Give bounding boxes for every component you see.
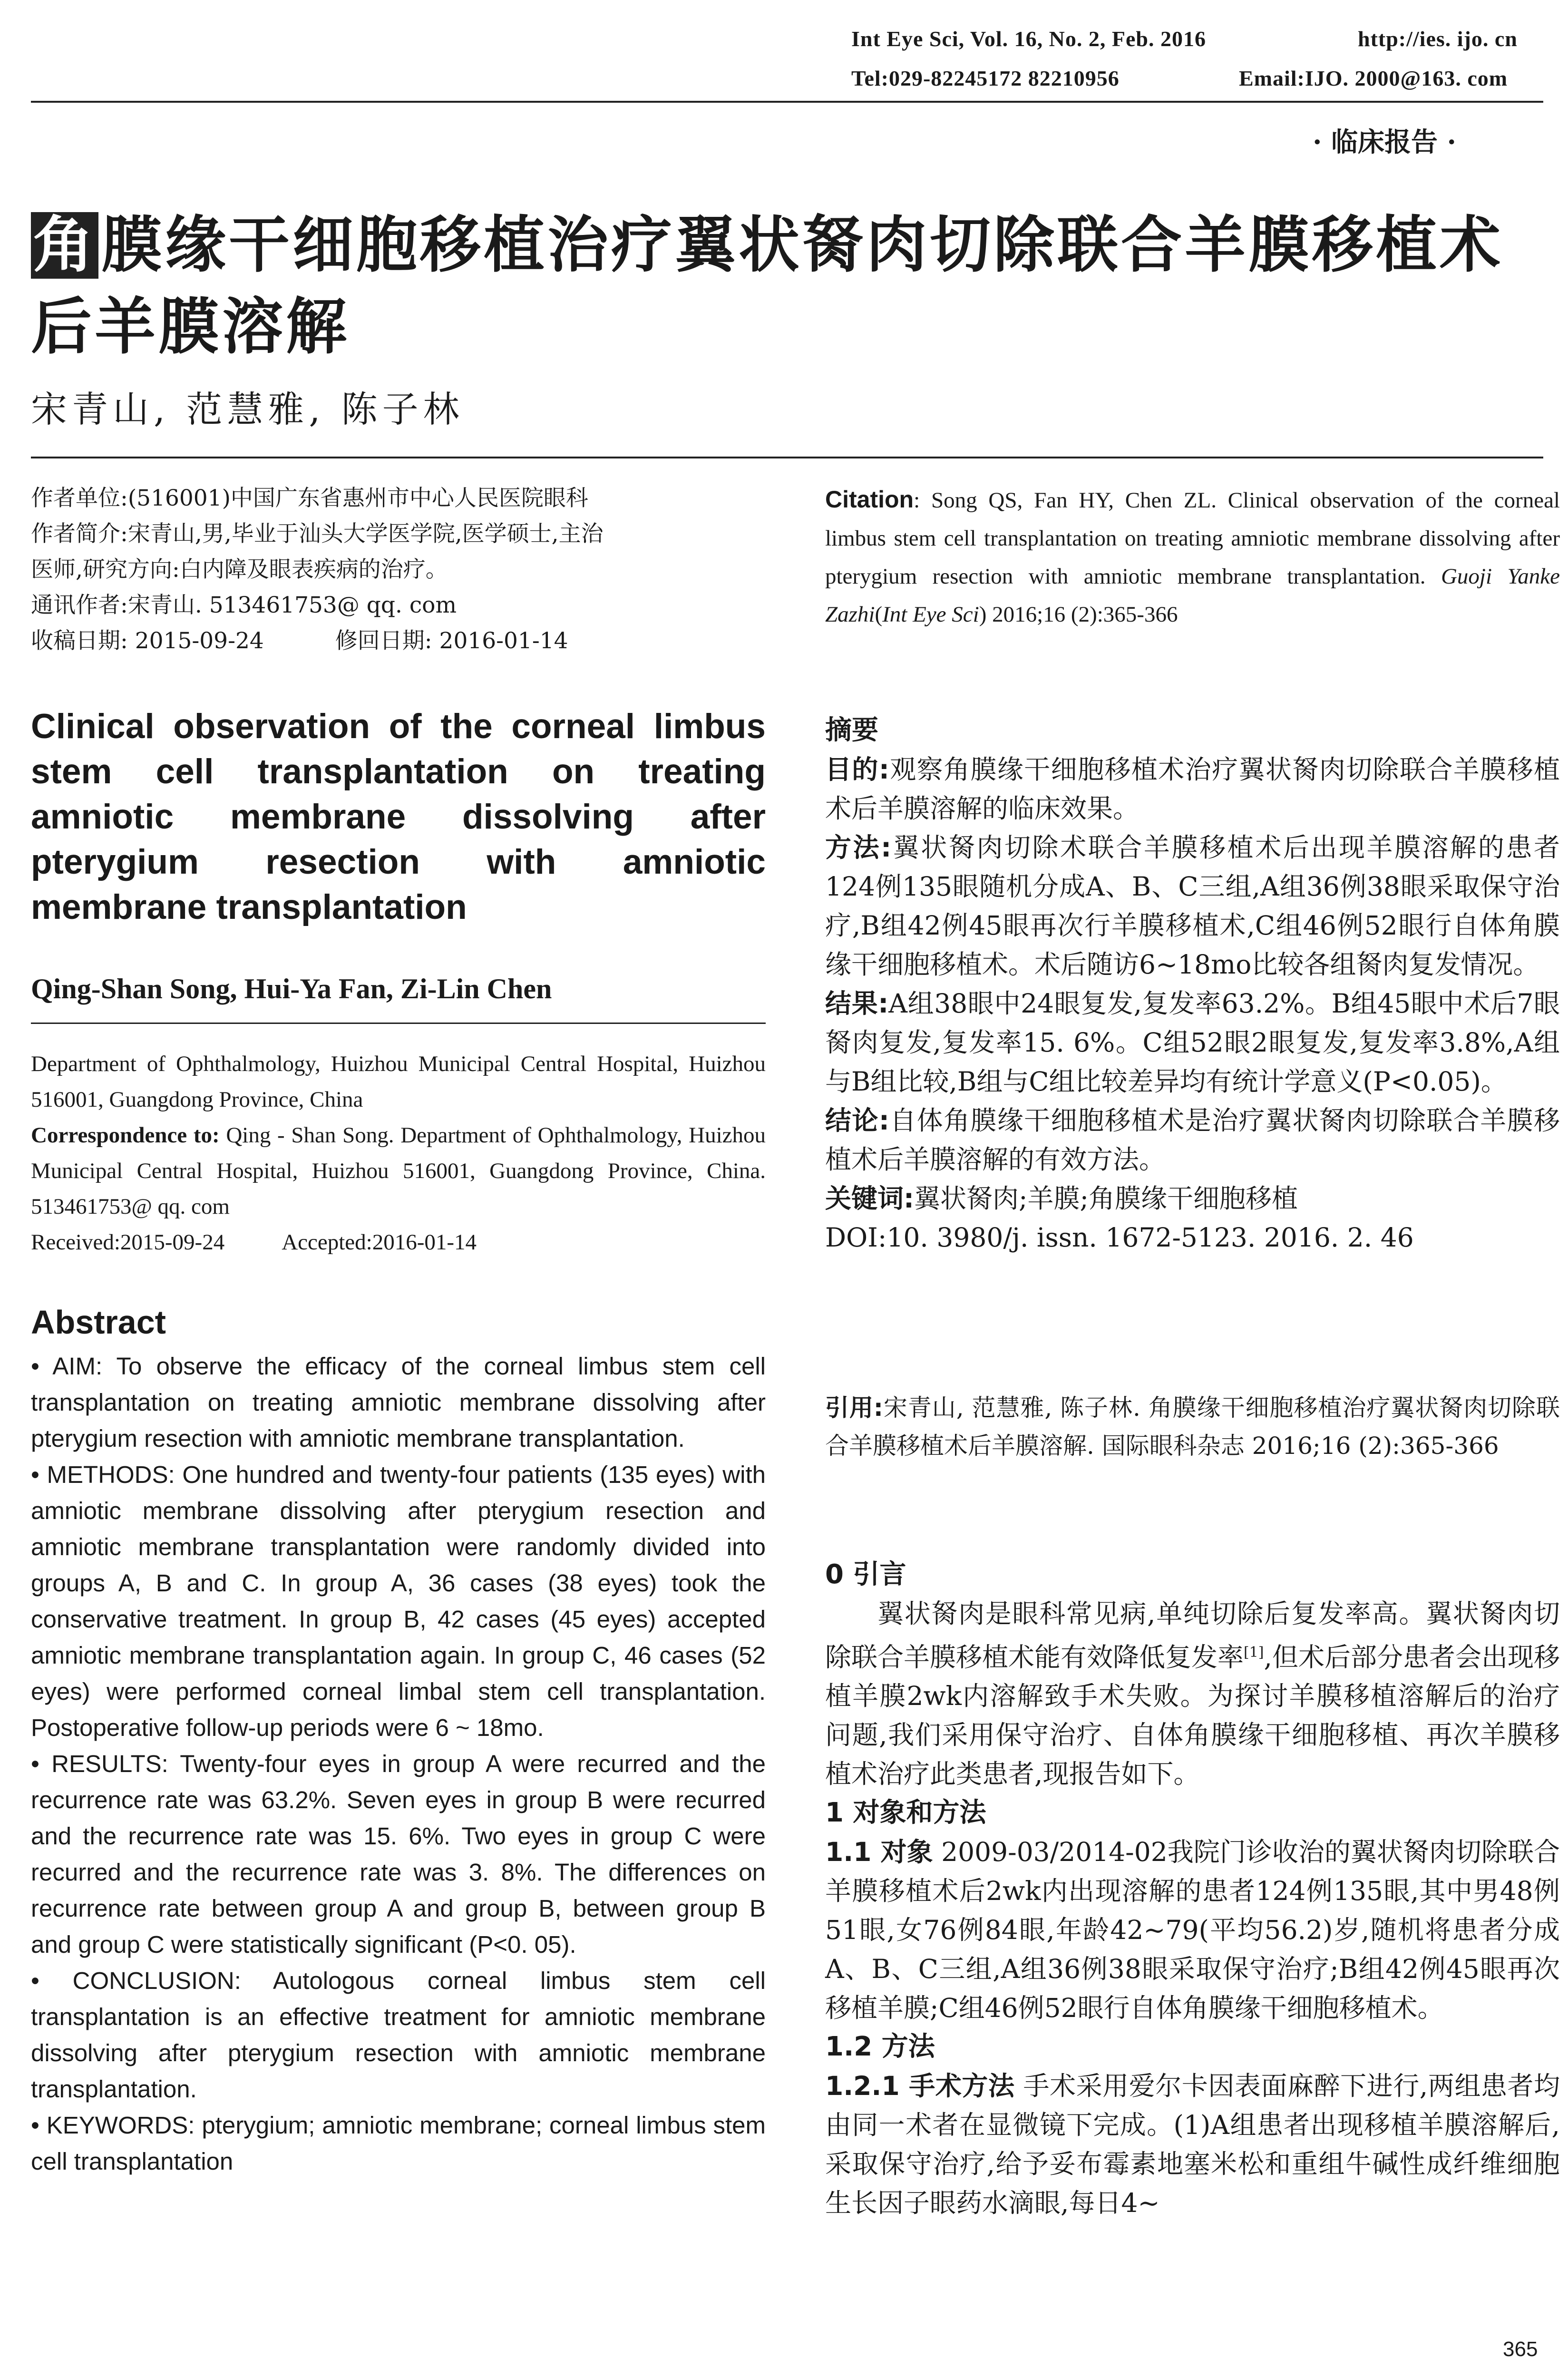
methods-text-cn: 翼状胬肉切除术联合羊膜移植术后出现羊膜溶解的患者124例135眼随机分成A、B、C三组,A组36例38眼采取保守治疗,B组42例45眼再次行羊膜移植术,C组46例52眼行自体角膜缘干细胞移植术。术后随访6~18mo比较各组胬肉复发情况。 bbox=[825, 832, 1560, 980]
methods-label-cn: 方法: bbox=[825, 832, 892, 863]
citation-journal-en: Int Eye Sci bbox=[882, 602, 979, 627]
abstract-cn-heading: 摘要 bbox=[825, 715, 878, 746]
accepted-date-en: Accepted:2016-01-14 bbox=[282, 1230, 477, 1255]
title-rule bbox=[31, 457, 1543, 458]
section-1-1-text: 2009-03/2014-02我院门诊收治的翼状胬肉切除联合羊膜移植术后2wk内出现溶解的患者124例135眼,其中男48例51眼,女76例84眼,年龄42~79(平均56.2)岁,随机将患者分成A、B、C三组,A组36例38眼采取保守治疗;B组42例45眼再次移植羊膜;C组46例52眼行自体角膜缘干细胞移植术。 bbox=[825, 1837, 1560, 2024]
conclusion-text-cn: 自体角膜缘干细胞移植术是治疗翼状胬肉切除联合羊膜移植术后羊膜溶解的有效方法。 bbox=[825, 1105, 1560, 1175]
section-1-2-1 bbox=[825, 2066, 1560, 2222]
abstract-cn-aim bbox=[825, 750, 1560, 828]
keywords-label-cn: 关键词: bbox=[825, 1183, 914, 1214]
title-first-char: 角 bbox=[31, 212, 98, 279]
section1-2-heading: 1.2 方法 bbox=[825, 2031, 935, 2063]
article-body bbox=[825, 1555, 1560, 2222]
abstract-conclusion: • CONCLUSION: Autologous corneal limbus stem cell transplantation is an effective treatment for amniotic membrane dissolving after pterygium resection with amniotic membrane transplantation. bbox=[31, 1967, 766, 2103]
authors-cn: 宋青山, 范慧雅, 陈子林 bbox=[31, 388, 464, 430]
results-label-cn: 结果: bbox=[825, 988, 889, 1019]
intro-paragraph bbox=[825, 1594, 1560, 1793]
journal-tel: Tel:029-82245172 82210956 bbox=[851, 66, 1120, 90]
correspondence-label: Correspondence to: bbox=[31, 1123, 220, 1148]
citation-cn bbox=[825, 1389, 1560, 1465]
citation-text: : Song QS, Fan HY, Chen ZL. Clinical observation of the corneal limbus stem cell transplantation on treating amniotic membrane dissolving after pterygium resection with amniotic membrane transplantation. bbox=[825, 488, 1560, 589]
received-date-en: Received:2015-09-24 bbox=[31, 1230, 225, 1255]
citation-label: Citation bbox=[825, 486, 914, 513]
citation-journal: Guoji Yanke Zazhi bbox=[825, 564, 1560, 627]
corresponding-author: 通讯作者:宋青山. 513461753@ qq. com bbox=[31, 592, 457, 618]
intro-text-2: ,但术后部分患者会出现移植羊膜2wk内溶解致手术失败。为探讨羊膜移植溶解后的治疗问题,我们采用保守治疗、自体角膜缘干细胞移植、再次羊膜移植术治疗此类患者,现报告如下。 bbox=[825, 1642, 1560, 1790]
header-rule bbox=[31, 101, 1543, 103]
citation-cn-label: 引用: bbox=[825, 1394, 883, 1422]
doi[interactable]: DOI:10. 3980/j. issn. 1672-5123. 2016. 2. 46 bbox=[825, 1222, 1414, 1253]
section-1-1 bbox=[825, 1832, 1560, 2027]
section-tag: · 临床报告 · bbox=[1313, 127, 1456, 158]
abstract-cn bbox=[825, 711, 1560, 1257]
author-bio-line2: 医师,研究方向:白内障及眼表疾病的治疗。 bbox=[31, 556, 448, 583]
authors-en: Qing-Shan Song, Hui-Ya Fan, Zi-Lin Chen bbox=[31, 973, 552, 1004]
conclusion-label-cn: 结论: bbox=[825, 1105, 889, 1136]
affiliation-en bbox=[31, 1046, 766, 1260]
page-number: 365 bbox=[1503, 2338, 1538, 2361]
citation-paren: ( bbox=[875, 602, 883, 627]
aim-text-cn: 观察角膜缘干细胞移植术治疗翼状胬肉切除联合羊膜移植术后羊膜溶解的临床效果。 bbox=[825, 754, 1560, 824]
dates-en bbox=[31, 1225, 766, 1260]
section1-heading: 1 对象和方法 bbox=[825, 1797, 986, 1829]
abstract-cn-keywords bbox=[825, 1179, 1560, 1218]
journal-url[interactable]: http://ies. ijo. cn bbox=[1358, 27, 1518, 51]
citation-cn-text: 宋青山, 范慧雅, 陈子林. 角膜缘干细胞移植治疗翼状胬肉切除联合羊膜移植术后羊膜溶解. 国际眼科杂志 2016;16 (2):365-366 bbox=[825, 1394, 1560, 1460]
author-bio-line1: 作者简介:宋青山,男,毕业于汕头大学医学院,医学硕士,主治 bbox=[31, 521, 604, 547]
article-title-en: Clinical observation of the corneal limbus stem cell transplantation on treating amniotic membrane dissolving after pterygium resection with amniotic membrane transplantation bbox=[31, 707, 766, 926]
section-1-2-1-text: 手术采用爱尔卡因表面麻醉下进行,两组患者均由同一术者在显微镜下完成。(1)A组患者出现移植羊膜溶解后,采取保守治疗,给予妥布霉素地塞米松和重组牛碱性成纤维细胞生长因子眼药水滴眼,每日4~ bbox=[825, 2071, 1560, 2219]
cn-author-meta bbox=[31, 480, 766, 659]
abstract-cn-results bbox=[825, 984, 1560, 1101]
department-en: Department of Ophthalmology, Huizhou Municipal Central Hospital, Huizhou 516001, Guangdong Province, China bbox=[31, 1052, 766, 1112]
author-unit: 作者单位:(516001)中国广东省惠州市中心人民医院眼科 bbox=[31, 485, 588, 511]
abstract-cn-conclusion bbox=[825, 1101, 1560, 1179]
abstract-keywords: • KEYWORDS: pterygium; amniotic membrane; corneal limbus stem cell transplantation bbox=[31, 2112, 766, 2175]
citation-volume: ) 2016;16 (2):365-366 bbox=[979, 602, 1178, 627]
abstract-aim: • AIM: To observe the efficacy of the corneal limbus stem cell transplantation on treating amniotic membrane dissolving after pterygium resection with amniotic membrane transplantation. bbox=[31, 1353, 766, 1452]
abstract-cn-methods bbox=[825, 828, 1560, 984]
journal-info: Int Eye Sci, Vol. 16, No. 2, Feb. 2016 bbox=[851, 27, 1206, 51]
keywords-text-cn: 翼状胬肉;羊膜;角膜缘干细胞移植 bbox=[914, 1183, 1298, 1214]
intro-ref[interactable]: [1] bbox=[1244, 1644, 1264, 1661]
citation-en bbox=[825, 480, 1560, 633]
abstract-results: • RESULTS: Twenty-four eyes in group A were recurred and the recurrence rate was 63.2%. Seven eyes in group B were recurred and the recurrence rate was 15. 6%. Two eyes in group C were recurred and the recurrence rate was 3. 8%. The differences on recurrence rate between group A and group B, between group B and group C were statistically significant (P<0. 05). bbox=[31, 1750, 766, 1958]
authors-rule bbox=[31, 1023, 766, 1024]
revised-date-cn: 修回日期: 2016-01-14 bbox=[335, 628, 568, 654]
abstract-heading: Abstract bbox=[31, 1304, 166, 1341]
abstract-methods: • METHODS: One hundred and twenty-four patients (135 eyes) with amniotic membrane dissolving after pterygium resection and amniotic membrane transplantation were randomly divided into groups A, B and C. In group A, 36 cases (38 eyes) took the conservative treatment. In group B, 42 cases (45 eyes) accepted amniotic membrane transplantation again. In group C, 46 cases (52 eyes) were performed corneal limbal stem cell transplantation. Postoperative follow-up periods were 6 ~ 18mo. bbox=[31, 1461, 766, 1741]
results-text-cn: A组38眼中24眼复发,复发率63.2%。B组45眼中术后7眼胬肉复发,复发率15. 6%。C组52眼2眼复发,复发率3.8%,A组与B组比较,B组与C组比较差异均有统计学意义(P<0.05)。 bbox=[825, 988, 1560, 1097]
correspondence-text: Qing - Shan Song. Department of Ophthalmology, Huizhou Municipal Central Hospital, Huizhou 516001, Guangdong Province, China. 513461753@ qq. com bbox=[31, 1123, 766, 1219]
intro-heading: 0 引言 bbox=[825, 1559, 906, 1590]
title-text: 膜缘干细胞移植治疗翼状胬肉切除联合羊膜移植术后羊膜溶解 bbox=[31, 210, 1504, 362]
journal-email[interactable]: Email:IJO. 2000@163. com bbox=[1239, 66, 1508, 90]
received-date-cn: 收稿日期: 2015-09-24 bbox=[31, 628, 264, 654]
article-title-cn bbox=[31, 205, 1543, 368]
correspondence-en bbox=[31, 1118, 766, 1225]
section-1-2-1-label: 1.2.1 手术方法 bbox=[825, 2071, 1015, 2102]
intro-text-1: 翼状胬肉是眼科常见病,单纯切除后复发率高。翼状胬肉切除联合羊膜移植术能有效降低复发率 bbox=[825, 1598, 1560, 1673]
dates-cn bbox=[31, 623, 766, 659]
aim-label-cn: 目的: bbox=[825, 754, 889, 785]
abstract-en bbox=[31, 1348, 766, 2180]
section-1-1-label: 1.1 对象 bbox=[825, 1837, 933, 1868]
